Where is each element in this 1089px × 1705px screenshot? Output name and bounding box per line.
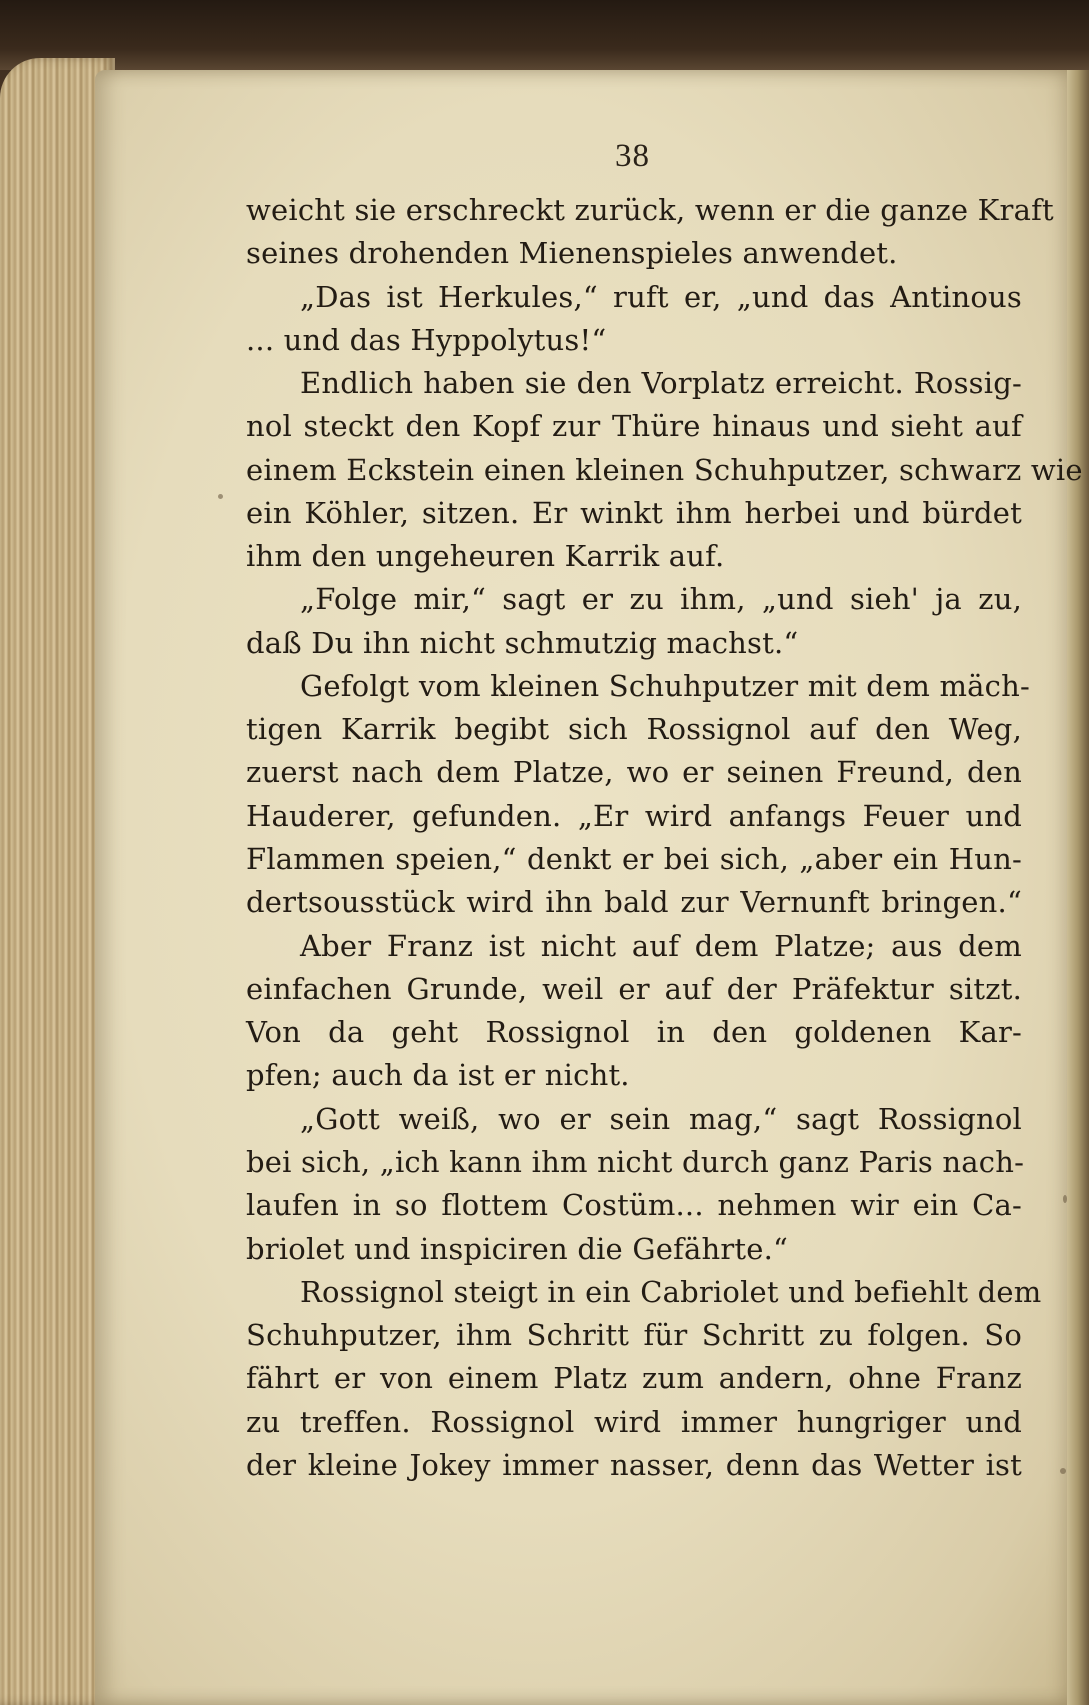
text-line: der kleine Jokey immer nasser, denn das Wetter ist [246, 1448, 1022, 1482]
paper-speck [1063, 1195, 1067, 1203]
text-line: seines drohenden Mienenspieles anwendet. [246, 236, 898, 270]
text-line: pfen; auch da ist er nicht. [246, 1058, 630, 1092]
text-line: bei sich, „ich kann ihm nicht durch ganz Paris nach- [246, 1145, 1025, 1179]
text-line: weicht sie erschreckt zurück, wenn er die ganze Kraft [246, 193, 1054, 227]
text-line: daß Du ihn nicht schmutzig machst.“ [246, 626, 799, 660]
text-line: zuerst nach dem Platze, wo er seinen Freund, den [246, 755, 1022, 789]
text-line: tigen Karrik begibt sich Rossignol auf den Weg, [246, 712, 1022, 746]
text-line: Schuhputzer, ihm Schritt für Schritt zu folgen. So [246, 1318, 1022, 1352]
text-line: ein Köhler, sitzen. Er winkt ihm herbei und bürdet [246, 496, 1022, 530]
text-line: „Das ist Herkules,“ ruft er, „und das Antinous [300, 280, 1022, 314]
text-line: fährt er von einem Platz zum andern, ohne Franz [246, 1361, 1022, 1395]
text-line: dertsousstück wird ihn bald zur Vernunft bringen.“ [246, 885, 1022, 919]
text-line: Hauderer, gefunden. „Er wird anfangs Feuer und [246, 799, 1022, 833]
text-line: ihm den ungeheuren Karrik auf. [246, 539, 725, 573]
page-number: 38 [615, 138, 650, 174]
text-line: „Gott weiß, wo er sein mag,“ sagt Rossignol [300, 1102, 1022, 1136]
text-line: Gefolgt vom kleinen Schuhputzer mit dem mäch- [300, 669, 1030, 703]
text-line: Aber Franz ist nicht auf dem Platze; aus dem [300, 929, 1022, 963]
text-line: laufen in so flottem Costüm... nehmen wir ein Ca- [246, 1188, 1022, 1222]
text-line: nol steckt den Kopf zur Thüre hinaus und sieht auf [246, 409, 1022, 443]
text-line: Flammen speien,“ denkt er bei sich, „aber ein Hun- [246, 842, 1022, 876]
text-line: Von da geht Rossignol in den goldenen Kar- [246, 1015, 1022, 1049]
text-line: ... und das Hyppolytus!“ [246, 323, 607, 357]
text-line: einfachen Grunde, weil er auf der Präfektur sitzt. [246, 972, 1022, 1006]
text-line: zu treffen. Rossignol wird immer hungriger und [246, 1405, 1022, 1439]
paper-speck [1060, 1468, 1066, 1474]
paper-speck [218, 494, 223, 499]
text-line: Endlich haben sie den Vorplatz erreicht. Rossig- [300, 366, 1022, 400]
text-line: einem Eckstein einen kleinen Schuhputzer, schwarz wie [246, 453, 1083, 487]
text-line: Rossignol steigt in ein Cabriolet und befiehlt dem [300, 1275, 1042, 1309]
text-line: „Folge mir,“ sagt er zu ihm, „und sieh' ja zu, [300, 582, 1022, 616]
text-line: briolet und inspiciren die Gefährte.“ [246, 1232, 789, 1266]
